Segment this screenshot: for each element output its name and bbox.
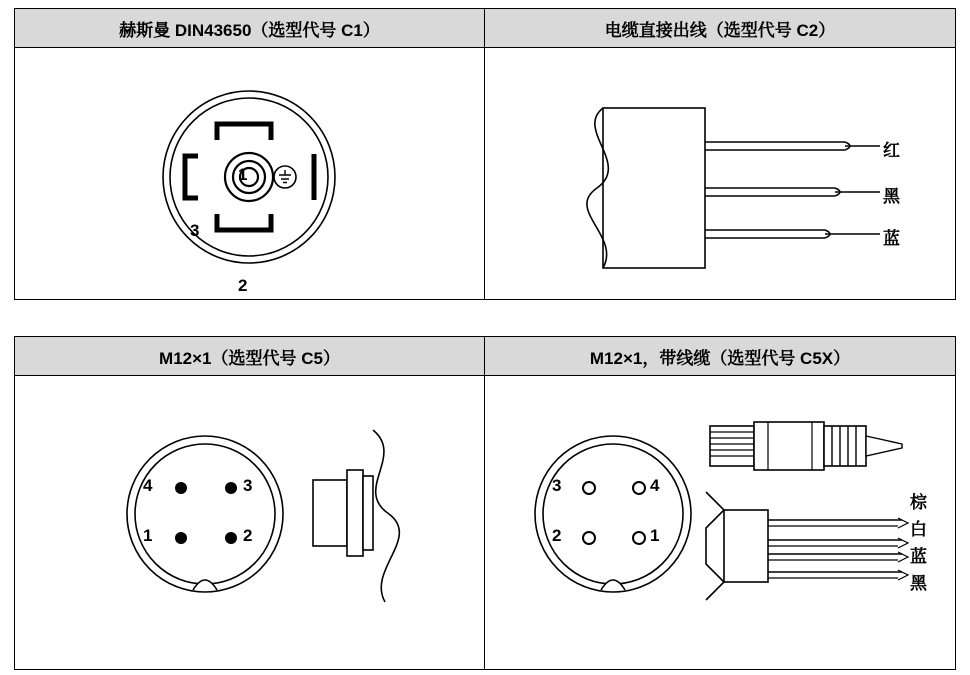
- m12-cable-pinout-figure: [510, 414, 950, 644]
- pin-label-1: 1: [238, 165, 248, 184]
- wire-label-white: 白: [910, 520, 927, 539]
- pin-label-1: 1: [143, 526, 153, 545]
- wire-label-black: 黑: [883, 187, 900, 206]
- connector-table-1: [14, 8, 956, 300]
- wire-label-brown: 棕: [910, 493, 927, 512]
- connector-table-2: [14, 336, 956, 670]
- wire-label-blue: 蓝: [883, 229, 900, 248]
- table-body-row: [15, 376, 955, 669]
- table-header-row: [15, 337, 955, 376]
- cable-outlet-figure: [535, 68, 935, 283]
- table-body-row: [15, 48, 955, 299]
- header-cell-c1: 赫斯曼 DIN43650（选型代号 C1）: [15, 9, 485, 47]
- table-header-row: [15, 9, 955, 48]
- cell-cable-outlet: [485, 48, 955, 299]
- pin-label-2: 2: [238, 276, 248, 295]
- pin-label-1: 1: [650, 526, 660, 545]
- wire-label-red: 红: [883, 141, 900, 160]
- pin-label-4: 4: [650, 476, 660, 495]
- wire-label-black: 黑: [910, 574, 927, 593]
- m12-pinout-figure: [105, 414, 445, 634]
- pin-label-3: 3: [190, 221, 200, 240]
- pin-label-2: 2: [552, 526, 562, 545]
- header-cell-c5: M12×1（选型代号 C5）: [15, 337, 485, 375]
- pin-label-4: 4: [143, 476, 153, 495]
- pin-label-3: 3: [243, 476, 253, 495]
- cell-m12: [15, 376, 485, 669]
- pin-label-2: 2: [243, 526, 253, 545]
- cell-din43650: [15, 48, 485, 299]
- pin-label-3: 3: [552, 476, 562, 495]
- header-cell-c2: 电缆直接出线（选型代号 C2）: [604, 20, 836, 40]
- header-cell-c5x: M12×1，带线缆（选型代号 C5X）: [589, 348, 851, 368]
- cell-m12-cable: [485, 376, 955, 669]
- wire-label-blue: 蓝: [910, 547, 927, 566]
- din43650-pinout-figure: [99, 70, 399, 295]
